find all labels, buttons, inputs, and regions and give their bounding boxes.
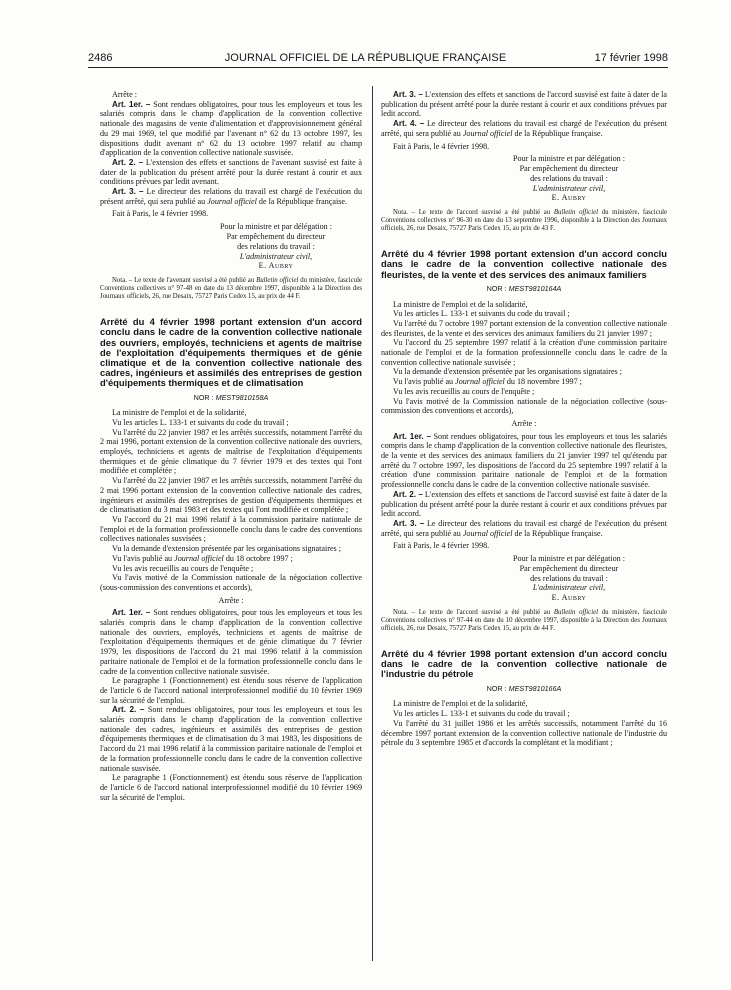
signature-block [381,154,667,203]
visa: Vu l'avis motivé de la Commission nationale de la négociation collective (sous-commission des conventions et accords), [100,573,362,592]
nota-text: du ministère, fascicule Conventions collectives n° 97-48 en date du 13 décembre 1997, disponible à la Direction des Journaux officiels, 26, rue Desaix, 75727 Paris Cedex 15, au prix de 44 F. [100,277,362,301]
article-paragraph: Le paragraphe 1 (Fonctionnement) est étendu sous réserve de l'application de l'article 6 de l'accord national interprofessionnel modifié du 10 février 1969 sur la sécurité de l'emploi. [100,773,362,802]
article-1 [100,100,362,158]
article-2 [381,490,667,519]
signature-block [100,222,362,271]
article-text: L'extension des effets et sanctions de l'accord susvisé est faite à dater de la publication du présent arrêté pour la durée restant à courir et aux conditions prévues par ledit accord. [381,90,667,119]
column-divider [372,86,373,961]
visa: Vu les articles L. 133-1 et suivants du code du travail ; [393,309,570,319]
article-paragraph: Le paragraphe 1 (Fonctionnement) est étendu sous réserve de l'application de l'article 6 de l'accord national interprofessionnel modifié du 10 février 1969 sur la sécurité de l'emploi. [100,676,362,705]
signature-date: Fait à Paris, le 4 février 1998. [393,141,490,151]
article-label: Art. 2. – [112,157,144,167]
nota-text: Nota. – Le texte de l'accord susvisé a été publié au [393,209,554,217]
article-2 [100,158,362,187]
article-text: Le directeur des relations du travail est chargé de l'exécution du présent arrêté, qui sera publié au [100,187,362,206]
article-label: Art. 2. – [393,489,423,499]
visa: Vu les articles L. 133-1 et suivants du code du travail ; [112,417,289,427]
article-text: Sont rendues obligatoires, pour tous les employeurs et tous les salariés compris dans le champ d'application de la convention collective nationale des magasins de vente d'alimentation et d'approvisionnement général du 29 mai 1969, tel que modifié par l'avenant n° 62 du 13 octobre 1997, les dispositions dudit avenant n° 62 du 13 octobre 1997 relatif au champ d'application de la convention collective nationale susvisée. [100,99,362,158]
article-text: de la République française. [256,196,348,206]
article-1 [100,608,362,676]
visa: Vu les articles L. 133-1 et suivants du code du travail ; [393,709,570,719]
visa: Vu la demande d'extension présentée par les organisations signataires ; [112,544,341,554]
decree-title: Arrêté du 4 février 1998 portant extension d'un accord conclu dans le cadre de la convention collective nationale de l'industrie du pétrole [381,648,667,680]
article-text: L'extension des effets et sanctions de l'avenant susvisé est faite à dater de la publication du présent arrêté pour la durée restant à courir et aux conditions prévues par ledit avenant. [100,157,362,187]
visa: Vu l'avis motivé de la Commission nationale de la négociation collective (sous-commission des conventions et accords), [381,396,667,416]
nor-label: NOR : [486,683,509,693]
article-label: Art. 3. – [112,187,144,197]
visa: Vu l'arrêté du 22 janvier 1987 et les arrêtés successifs, notamment l'arrêté du 2 mai 1996 portant extension de la convention collective nationale des cadres, ingénieurs et assimilés des entreprises de gestion d'équipements thermiques et de climatisation du 3 mai 1983 et des textes qui l'ont modifiée et complétée ; [100,476,362,515]
article-text: Le directeur des relations du travail est chargé de l'exécution du présent arrêté, qui sera publié au [381,518,667,538]
signature-line: Par empêchement du directeur [519,563,619,573]
visa: Vu l'accord du 25 septembre 1997 relatif à la création d'une commission paritaire nationale de l'emploi et de la formation professionnelle conclu dans le cadre de la convention collective nationale susvisée ; [381,338,667,367]
nor-reference [381,684,667,694]
bulletin-ref: Bulletin officiel [553,609,598,617]
signature-line: des relations du travail : [237,241,315,251]
nota-text: du ministère, fascicule Conventions collectives n° 96-30 en date du 13 septembre 1996, disponible à la Direction des Journaux officiels, 26, rue Desaix, 75727 Paris Cedex 15, au prix de 43 F. [381,209,668,233]
left-column [100,90,362,802]
journal-title: JOURNAL OFFICIEL DE LA RÉPUBLIQUE FRANÇAISE [224,52,507,64]
visa: Vu les avis recueillis au cours de l'enquête ; [112,563,254,573]
visa: Vu l'arrêté du 31 juillet 1986 et les arrêtés successifs, notamment l'arrêté du 16 décembre 1997 portant extension de la convention collective nationale de l'industrie du pétrole du 3 septembre 1985 et d'accords la complétant et la modifiant ; [381,718,667,748]
visa: Vu l'arrêté du 7 octobre 1997 portant extension de la convention collective nationale des fleuristes, de la vente et des services des animaux familiers du 21 janvier 1997 ; [381,318,667,338]
decree-title: Arrêté du 4 février 1998 portant extension d'un accord conclu dans le cadre de la convention collective nationale des fleuristes, de la vente et des services des animaux familiers [381,248,667,280]
signature-date: Fait à Paris, le 4 février 1998. [112,209,209,219]
article-text: de la République française. [512,528,603,538]
article-4 [381,119,667,138]
page-number: 2486 [88,52,113,64]
signature-line: L'administrateur civil, [532,583,606,593]
arrete-heading: Arrête : [112,90,137,99]
signature-line: L'administrateur civil, [239,251,313,261]
nor-code: MEST9810166A [508,683,562,693]
visa: Vu la demande d'extension présentée par les organisations signataires ; [393,367,622,377]
header-rule [88,67,668,68]
decree-title: Arrêté du 4 février 1998 portant extension d'un accord conclu dans le cadre de la convention collective nationale des ouvriers, employés, techniciens et agents de maîtrise de l'exploitation d'équipements thermiques et de génie climatique et de la convention collective nationale des cadres, ingénieurs et assimilés des entreprises de gestion d'équipements thermiques et de climatisation [100,316,362,389]
minister-line: La ministre de l'emploi et de la solidarité, [112,408,247,418]
nor-label: NOR : [193,392,216,402]
page-header [0,0,731,70]
article-text: de la République française. [512,128,603,138]
visa: Vu les avis recueillis au cours de l'enquête ; [393,386,535,396]
journal-officiel-ref: Journal officiel [462,128,513,138]
nota-text: du ministère, fascicule Conventions collectives n° 97-44 en date du 10 décembre 1997, disponible à la Direction des Journaux officiels, 26, rue Desaix, 75727 Paris Cedex 15, au prix de 44 F. [381,609,668,633]
signature-line: Par empêchement du directeur [519,164,619,174]
nota [381,209,667,233]
visa [381,377,667,387]
visa-text: du 18 novembre 1997 ; [504,377,582,387]
signature-line: des relations du travail : [530,173,608,183]
visa: Vu l'arrêté du 22 janvier 1987 et les arrêtés successifs, notamment l'arrêté du 2 mai 1996, portant extension de la convention collective nationale des ouvriers, employés, techniciens et agents de maîtrise de l'exploitation d'équipements thermiques et de génie climatique du 7 février 1979 et des textes qui l'ont modifiée et complétée ; [100,427,362,476]
signature-line: L'administrateur civil, [532,183,606,193]
article-3 [100,187,362,206]
article-text: Sont rendues obligatoires, pour tous les employeurs et tous les salariés compris dans le champ d'application de la convention collective nationale des ouvriers, employés, techniciens et agents de maîtrise de l'exploitation d'équipements thermiques et de génie climatique du 7 février 1979, les dispositions de l'accord du 21 mai 1996 relatif à la commission paritaire nationale de l'emploi et de la formation professionnelle conclu dans le cadre de la convention collective nationale susvisée. [100,608,362,676]
signature-block [381,554,667,603]
article-text: Le directeur des relations du travail est chargé de l'exécution du présent arrêté, qui sera publié au [381,119,667,138]
article-text: L'extension des effets et sanctions de l'accord susvisé est faite à dater de la publication du présent arrêté pour la durée restant à courir et aux conditions prévues par ledit accord. [381,489,667,519]
article-label: Art. 1er. – [112,608,151,618]
journal-officiel-ref: Journal officiel [207,196,257,206]
minister-line: La ministre de l'emploi et de la solidarité, [393,299,528,309]
journal-officiel-ref: Journal officiel [462,528,513,538]
bulletin-ref: Bulletin officiel [553,209,598,217]
nor-label: NOR : [486,283,509,293]
signature-line: Par empêchement du directeur [226,231,326,241]
nor-reference [381,284,667,294]
bulletin-ref: Bulletin officiel [256,277,299,285]
article-3 [381,90,667,119]
visa: Vu l'accord du 21 mai 1996 relatif à la commission paritaire nationale de l'emploi et de la formation professionnelle conclu dans le cadre des conventions collectives nationales susvisées ; [100,514,362,544]
signature-line: Pour la ministre et par délégation : [513,554,625,564]
signatory-name: E. Aubry [551,593,587,603]
nota-text: Nota. – Le texte de l'avenant susvisé a été publié au [112,277,257,285]
signatory-name: E. Aubry [258,261,294,271]
article-text: Sont rendues obligatoires, pour tous les employeurs et tous les salariés compris dans le champ d'application de la convention collective nationale des fleuristes, de la vente et des services des animaux familiers du 21 janvier 1997 tel qu'étendu par arrêté du 7 octobre 1997, les dispositions de l'accord du 25 septembre 1997 relatif à la création d'une commission paritaire nationale de l'emploi et de la formation professionnelle conclu dans le cadre de la convention collective nationale susvisée. [381,431,667,490]
signature-line: Pour la ministre et par délégation : [513,154,625,164]
article-label: Art. 4. – [393,119,425,129]
visa-text: Vu l'avis publié au [112,553,175,563]
article-label: Art. 3. – [393,90,423,99]
arrete-heading: Arrête : [218,595,244,605]
nota [100,277,362,301]
article-label: Art. 1er. – [112,99,151,109]
signature-line: des relations du travail : [530,573,608,583]
visa [100,554,362,564]
article-2 [100,705,362,773]
nota-text: Nota. – Le texte de l'accord susvisé a été publié au [393,609,554,617]
signatory-name: E. Aubry [551,193,587,203]
article-label: Art. 2. – [112,705,145,715]
right-column [381,90,667,748]
arrete-heading: Arrête : [511,418,537,428]
signature-line: Pour la ministre et par délégation : [220,222,332,232]
visa-text: du 18 octobre 1997 ; [223,553,293,563]
article-1 [381,432,667,490]
issue-date: 17 février 1998 [594,52,668,64]
nor-code: MEST9810158A [215,392,269,402]
signature-date: Fait à Paris, le 4 février 1998. [393,541,490,551]
article-3 [381,519,667,538]
minister-line: La ministre de l'emploi et de la solidarité, [393,699,528,709]
nota [381,609,667,633]
visa-text: Vu l'avis publié au [393,377,456,387]
article-text: Sont rendues obligatoires, pour tous les employeurs et tous les salariés compris dans le champ d'application de la convention collective nationale des cadres, ingénieurs et assimilés des entreprises de gestion d'équipements thermiques et de climatisation du 3 mai 1983, les dispositions de l'accord du 21 mai 1996 relatif à la commission paritaire nationale de l'emploi et de la formation professionnelle conclu dans le cadre de la convention collective nationale susvisée. [100,705,362,773]
nor-code: MEST9810164A [508,283,562,293]
journal-officiel-ref: Journal officiel [174,553,224,563]
article-label: Art. 1er. – [393,431,431,441]
article-label: Art. 3. – [393,518,425,528]
journal-officiel-ref: Journal officiel [455,377,505,387]
nor-reference [100,393,362,403]
